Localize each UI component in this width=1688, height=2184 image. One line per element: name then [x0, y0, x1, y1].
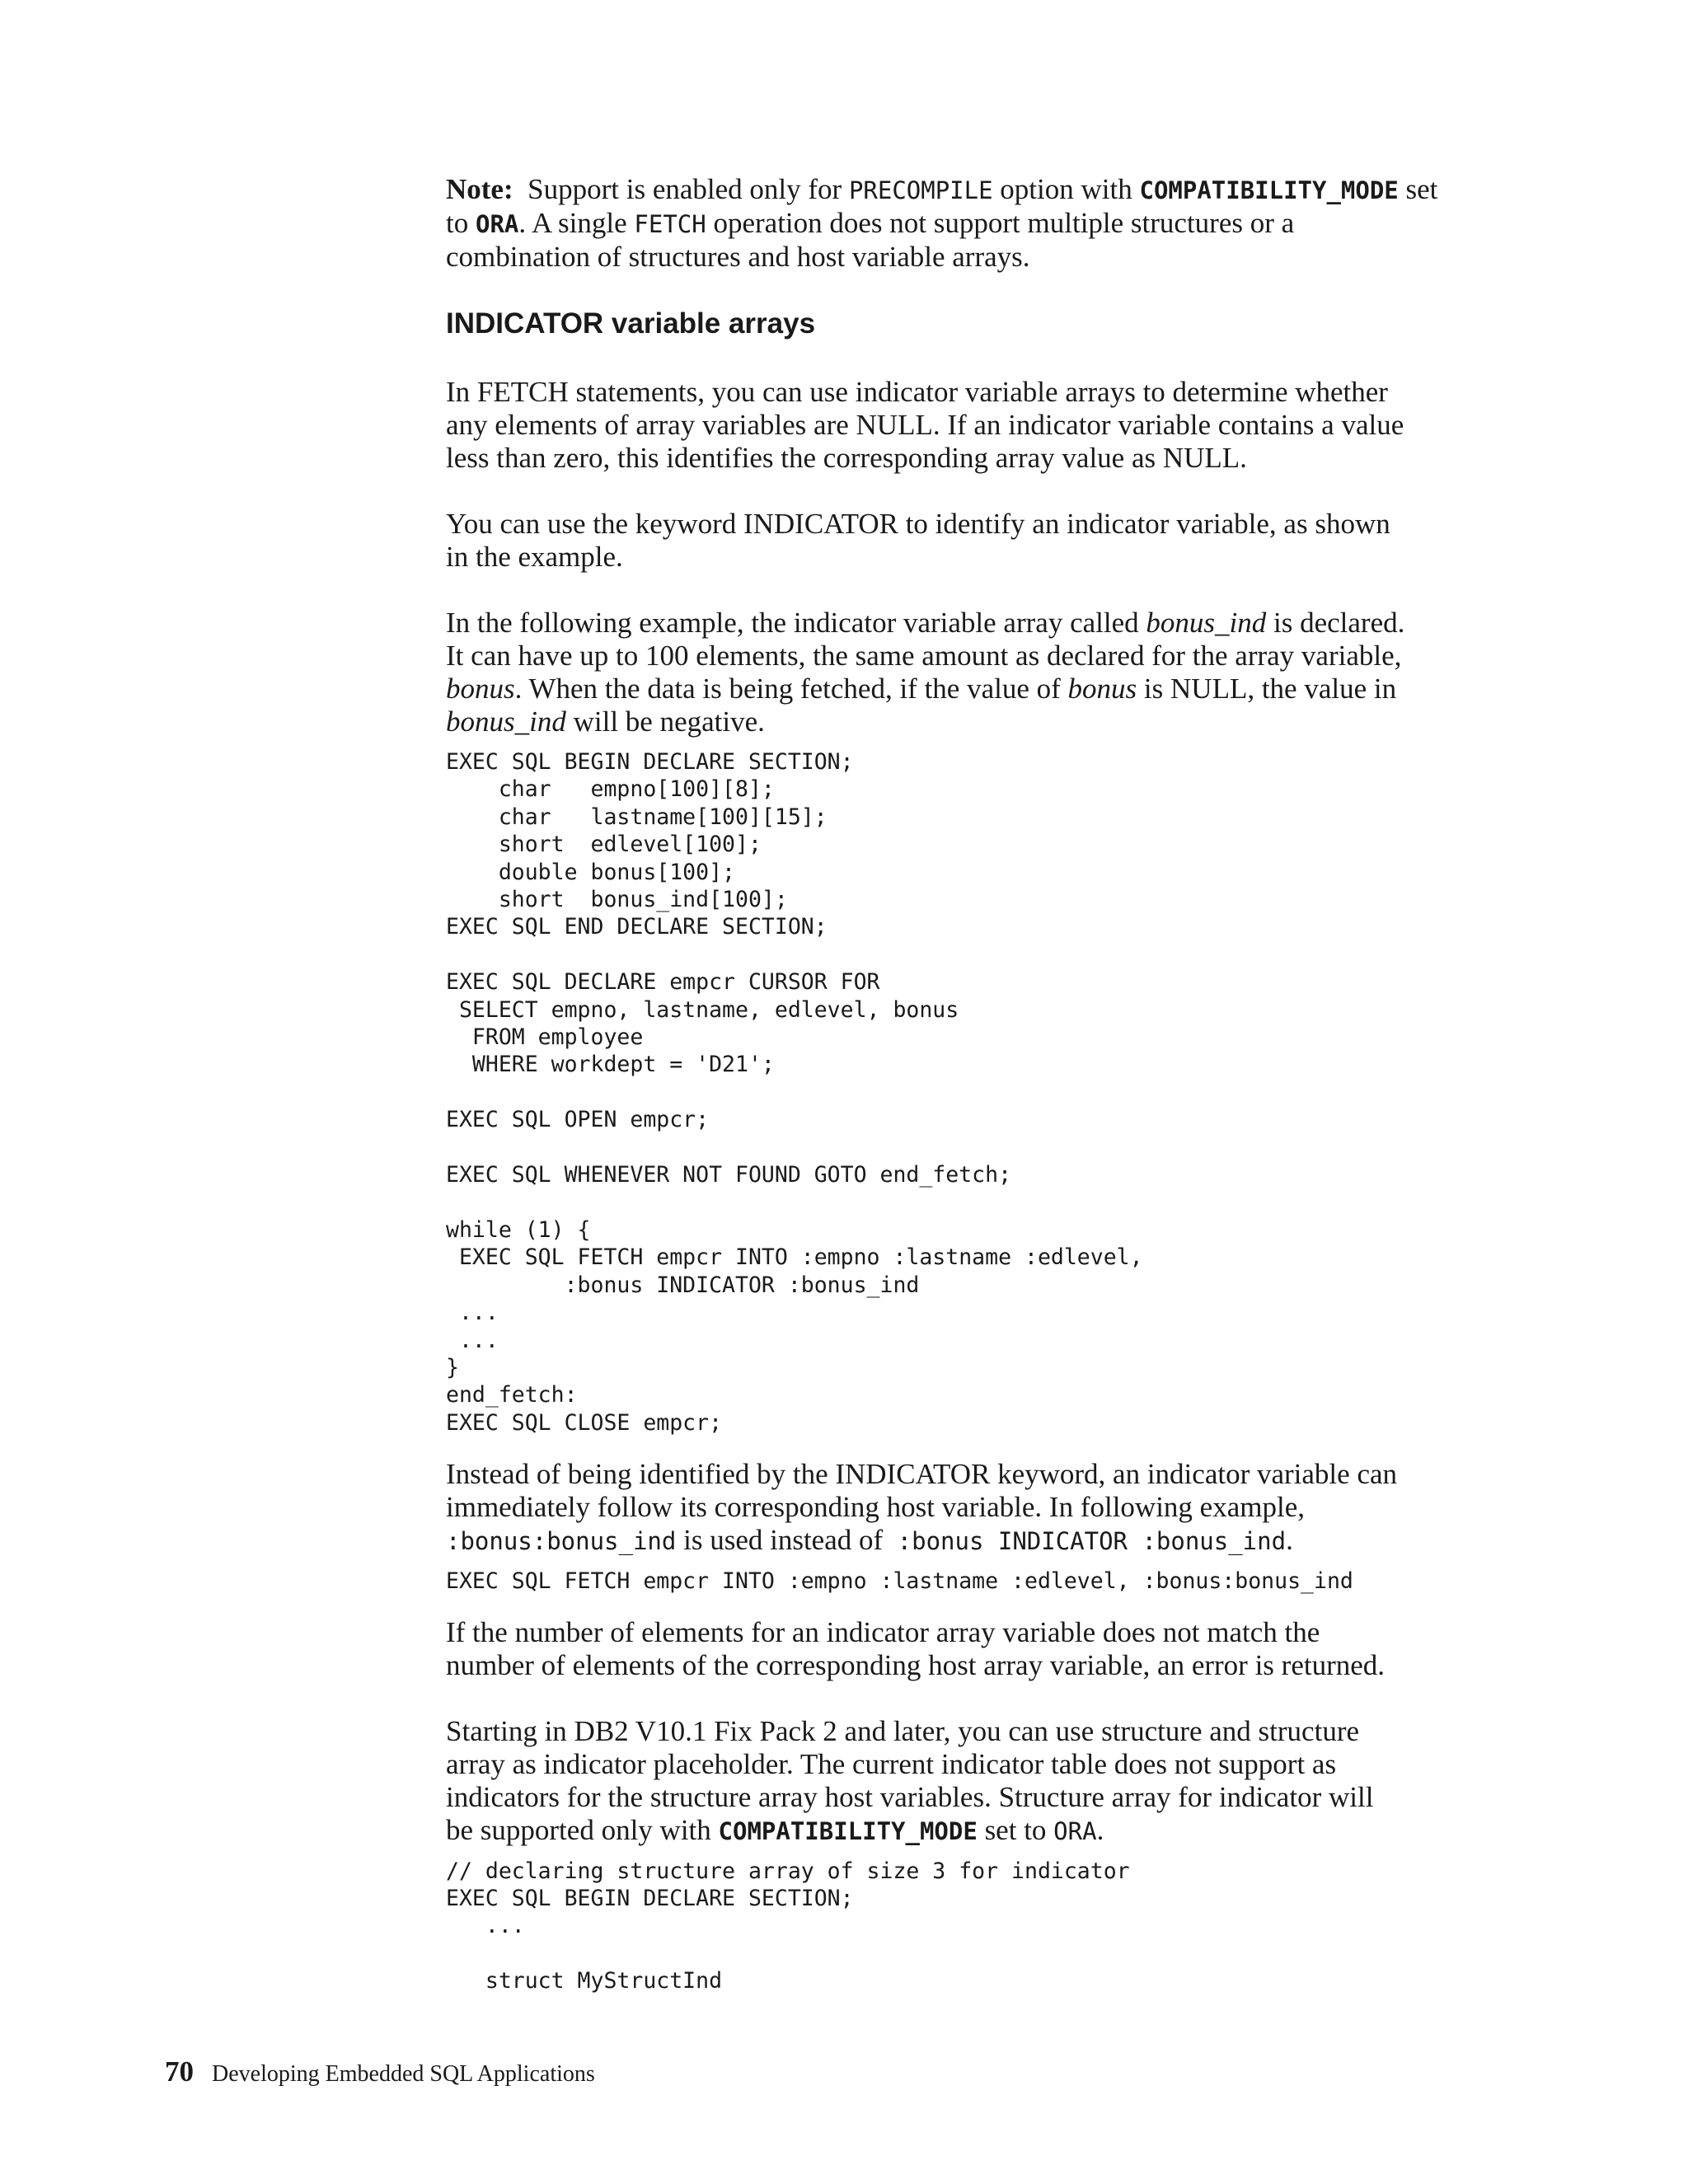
- body-text: Starting in DB2 V10.1 Fix Pack 2 and later, you can use structure and structure array as indicator placeholder. The current indicator table does not support as indicators for the structure array host variables. Structure array for indicator will be supported only with: [446, 1714, 1374, 1846]
- note-text: Support is enabled only for: [513, 173, 849, 205]
- inline-code: ORA: [1053, 1816, 1097, 1845]
- page-footer: [165, 2055, 595, 2088]
- inline-code-bold: COMPATIBILITY_MODE: [718, 1816, 978, 1845]
- body-text: .: [1096, 1813, 1104, 1846]
- inline-code-bold: ORA: [475, 210, 519, 238]
- body-text: Instead of being identified by the INDICATOR keyword, an indicator variable can immediately follow its corresponding host variable. In following example,: [446, 1458, 1398, 1524]
- body-paragraph: [446, 607, 1493, 738]
- body-text: . When the data is being fetched, if the value of: [514, 673, 1068, 705]
- variable-name: bonus: [446, 673, 515, 705]
- page-content: [446, 173, 1493, 1995]
- note-label: Note:: [446, 173, 513, 205]
- code-block: EXEC SQL BEGIN DECLARE SECTION; char empno[100][8]; char lastname[100][15]; short edlevel[100]; double bonus[100]; short bonus_ind[100]; EXEC SQL END DECLARE SECTION; EXEC SQL DECLARE empcr CURSOR FOR SELECT empno, lastname, edlevel, bonus FROM employee WHERE workdept = 'D21'; EXEC SQL OPEN empcr; EXEC SQL WHENEVER NOT FOUND GOTO end_fetch; while (1) { EXEC SQL FETCH empcr INTO :empno :lastname :edlevel, :bonus INDICATOR :bonus_ind ... ... } end_fetch: EXEC SQL CLOSE empcr;: [446, 749, 1143, 1436]
- note-text: operation does not support multiple structures or a combination of structures and host variable arrays.: [446, 207, 1295, 273]
- body-paragraph: You can use the keyword INDICATOR to identify an indicator variable, as shown in the example.: [446, 508, 1390, 573]
- body-text: In the following example, the indicator variable array called: [446, 607, 1146, 639]
- inline-code: :bonus INDICATOR :bonus_ind: [897, 1527, 1287, 1556]
- body-paragraph: [446, 1715, 1493, 1848]
- variable-name: bonus_ind: [1146, 607, 1267, 639]
- note-text: set to: [446, 173, 1438, 239]
- code-block: EXEC SQL FETCH empcr INTO :empno :lastname :edlevel, :bonus:bonus_ind: [446, 1568, 1353, 1595]
- body-text: is NULL, the value in: [1143, 673, 1397, 705]
- body-text: set to: [977, 1813, 1054, 1846]
- section-heading: INDICATOR variable arrays: [446, 307, 816, 340]
- note-text: . A single: [518, 207, 635, 239]
- body-text: will be negative.: [565, 705, 765, 738]
- body-text: is used instead of: [676, 1524, 898, 1557]
- variable-name: bonus: [1067, 673, 1137, 705]
- page-number: 70: [165, 2055, 194, 2088]
- body-text: .: [1286, 1524, 1293, 1557]
- code-block: // declaring structure array of size 3 for indicator EXEC SQL BEGIN DECLARE SECTION; ... struct MyStructInd: [446, 1858, 1130, 1994]
- inline-code: PRECOMPILE: [848, 176, 993, 204]
- body-paragraph: [446, 1458, 1493, 1558]
- body-text: is declared. It can have up to 100 elements, the same amount as declared for the array variable,: [446, 607, 1405, 672]
- body-paragraph: In FETCH statements, you can use indicator variable arrays to determine whether any elements of array variables are NULL. If an indicator variable contains a value less than zero, this identifies the corresponding array value as NULL.: [446, 376, 1404, 474]
- inline-code: :bonus:bonus_ind: [446, 1527, 677, 1556]
- footer-title: Developing Embedded SQL Applications: [212, 2061, 595, 2087]
- inline-code: FETCH: [634, 210, 706, 238]
- body-paragraph: If the number of elements for an indicator array variable does not match the number of elements of the corresponding host array variable, an error is returned.: [446, 1615, 1386, 1681]
- note-text: option with: [992, 173, 1140, 205]
- inline-code-bold: COMPATIBILITY_MODE: [1139, 176, 1399, 204]
- note-paragraph: [446, 173, 1493, 274]
- variable-name: bonus_ind: [446, 705, 566, 738]
